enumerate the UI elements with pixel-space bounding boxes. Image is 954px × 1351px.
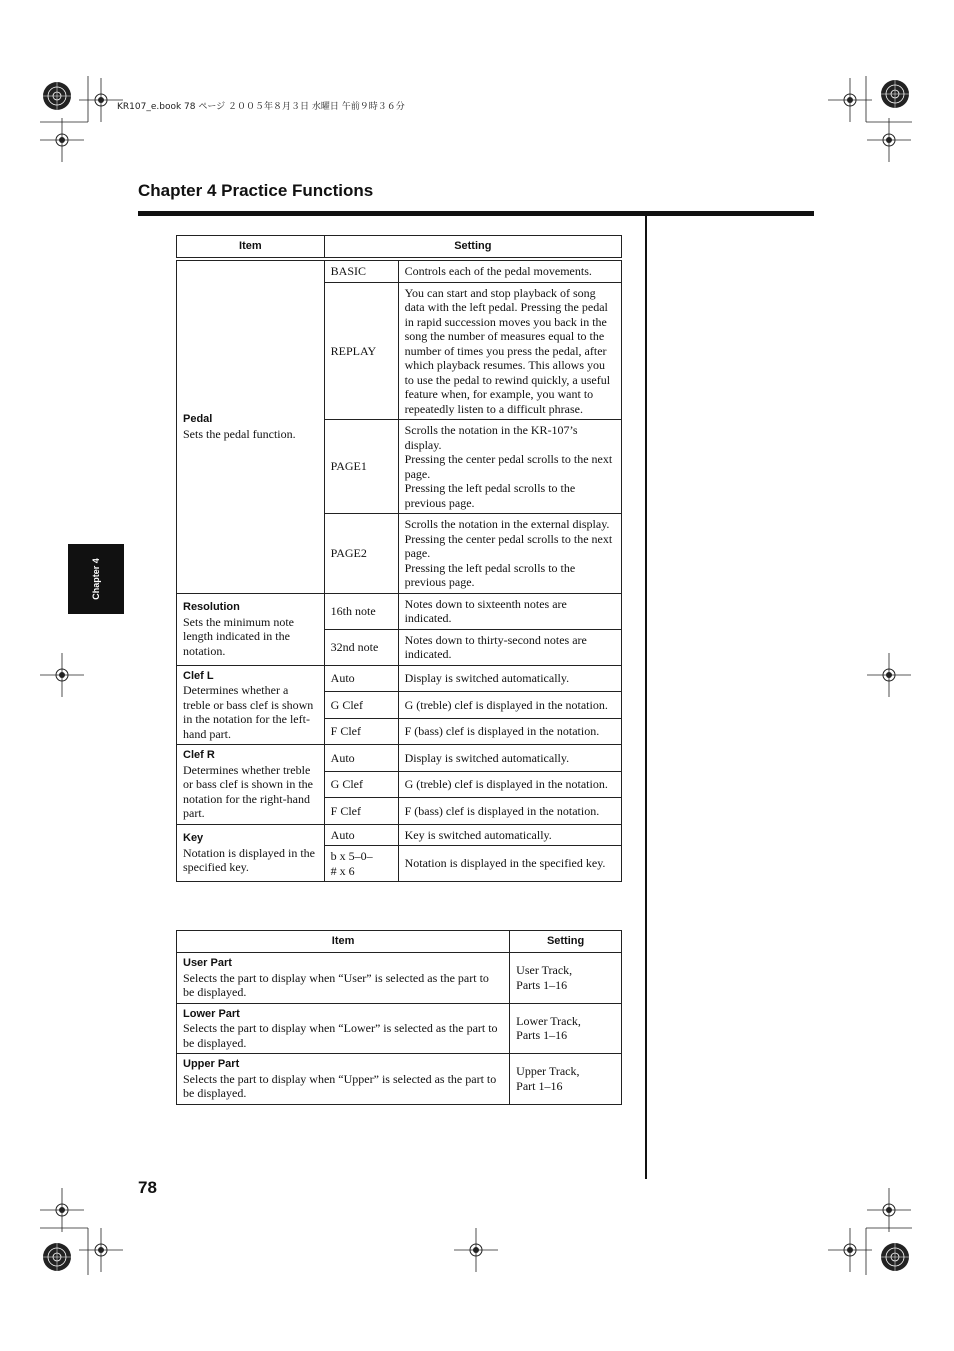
setting-description: G (treble) clef is displayed in the notation. [398, 771, 621, 798]
setting-description: Notation is displayed in the specified key. [398, 846, 621, 882]
setting-description: Scrolls the notation in the external display. Pressing the center pedal scrolls to the next page. Pressing the left pedal scrolls to the previous page. [398, 514, 621, 594]
file-meta: KR107_e.book 78 ページ ２００５年８月３日 水曜日 午前９時３６分 [117, 102, 405, 112]
item-label: Pedal [183, 413, 213, 426]
setting-value: PAGE1 [324, 420, 398, 514]
setting-value: G Clef [324, 692, 398, 719]
setting-description: F (bass) clef is displayed in the notation. [398, 798, 621, 825]
setting-description: F (bass) clef is displayed in the notation. [398, 718, 621, 745]
title-rule [138, 211, 814, 216]
setting-value: F Clef [324, 718, 398, 745]
table-row [177, 1003, 622, 1054]
table-row [177, 1054, 622, 1105]
table-row [177, 745, 622, 772]
table-header-row [177, 931, 622, 953]
setting-description: Notes down to sixteenth notes are indicated. [398, 593, 621, 629]
setting-description: Display is switched automatically. [398, 745, 621, 772]
item-description: Selects the part to display when “Lower” is selected as the part to be displayed. [183, 1021, 498, 1050]
setting-value: G Clef [324, 771, 398, 798]
setting-value: User Track, Parts 1–16 [510, 953, 622, 1004]
item-description: Selects the part to display when “Upper” is selected as the part to be displayed. [183, 1071, 497, 1100]
item-cell [177, 1054, 510, 1105]
side-tab-label: Chapter 4 [91, 558, 101, 600]
item-label: Clef L [183, 669, 214, 682]
setting-description: G (treble) clef is displayed in the notation. [398, 692, 621, 719]
item-cell [177, 665, 325, 745]
table-row [177, 824, 622, 846]
setting-value: Auto [324, 824, 398, 846]
item-description: Determines whether a treble or bass clef is shown in the notation for the left-hand part. [183, 683, 314, 741]
item-description: Sets the minimum note length indicated in the notation. [183, 614, 294, 658]
item-label: Upper Part [183, 1058, 240, 1070]
item-label: Lower Part [183, 1007, 240, 1020]
table-row [177, 953, 622, 1004]
setting-description: Notes down to thirty-second notes are indicated. [398, 629, 621, 665]
item-cell [177, 953, 510, 1004]
header-item: Item [177, 236, 325, 258]
setting-value: BASIC [324, 261, 398, 283]
setting-value: REPLAY [324, 282, 398, 420]
item-description: Sets the pedal function. [183, 426, 296, 441]
setting-value: PAGE2 [324, 514, 398, 594]
item-description: Determines whether treble or bass clef is shown in the notation for the right-hand part. [183, 762, 313, 820]
item-description: Selects the part to display when “User” is selected as the part to be displayed. [183, 970, 489, 999]
table-row [177, 261, 622, 283]
table-header-row [177, 236, 622, 258]
setting-description: Key is switched automatically. [398, 824, 621, 846]
column-rule [645, 216, 647, 1179]
setting-description: Scrolls the notation in the KR-107’s display. Pressing the center pedal scrolls to the next page. Pressing the left pedal scrolls to the previous page. [398, 420, 621, 514]
item-cell [177, 261, 325, 594]
item-label: Key [183, 832, 204, 844]
header-item: Item [177, 931, 510, 953]
setting-value: F Clef [324, 798, 398, 825]
item-cell [177, 593, 325, 665]
item-cell [177, 824, 325, 882]
settings-table-1 [176, 235, 622, 882]
setting-description: Controls each of the pedal movements. [398, 261, 621, 283]
header-setting: Setting [510, 931, 622, 953]
setting-description: Display is switched automatically. [398, 665, 621, 692]
chapter-side-tab [68, 544, 124, 614]
setting-value: 32nd note [324, 629, 398, 665]
item-label: User Part [183, 957, 232, 969]
table-row [177, 665, 622, 692]
table-row [177, 593, 622, 629]
item-cell [177, 745, 325, 825]
setting-value: 16th note [324, 593, 398, 629]
setting-value: Auto [324, 745, 398, 772]
setting-value: Auto [324, 665, 398, 692]
header-setting: Setting [324, 236, 621, 258]
setting-value: b x 5–0– # x 6 [324, 846, 398, 882]
item-cell [177, 1003, 510, 1054]
setting-description: You can start and stop playback of song data with the left pedal. Pressing the pedal in rapid succession moves you back in the song the number of measures equal to the number of times you press the pedal, after which playback resumes. This allows you to use the pedal to rewind quickly, a useful feature when, for example, you want to repeatedly listen to a difficult phrase. [398, 282, 621, 420]
item-label: Clef R [183, 749, 215, 761]
item-label: Resolution [183, 601, 240, 613]
table-body [177, 953, 622, 1105]
setting-value: Lower Track, Parts 1–16 [510, 1003, 622, 1054]
page-number: 78 [138, 1178, 157, 1197]
item-description: Notation is displayed in the specified key. [183, 845, 315, 874]
table-body [177, 261, 622, 882]
settings-table-2 [176, 930, 622, 1105]
setting-value: Upper Track, Part 1–16 [510, 1054, 622, 1105]
chapter-title: Chapter 4 Practice Functions [138, 181, 374, 200]
